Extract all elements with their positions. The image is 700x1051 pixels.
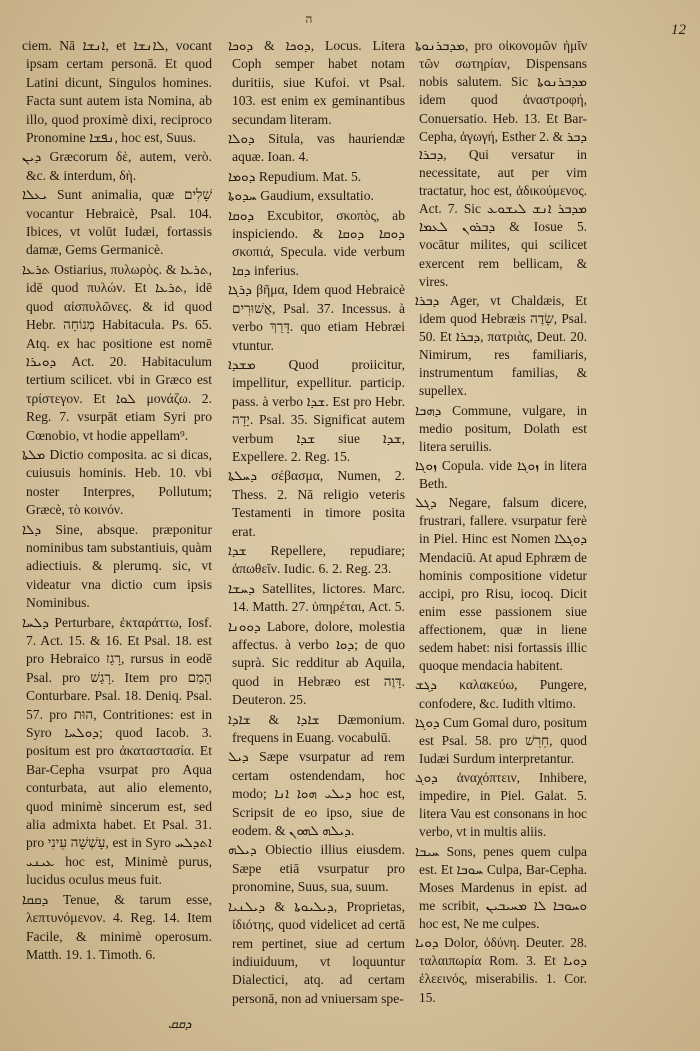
dictionary-entry: ܕܠܐ Sine, absque. præponitur nominibus tam substantiuis, quàm adiectiuis. & plerumq. sic, vt videatur vna dictio cum ipsis Nominibus. (22, 521, 212, 611)
middle-column (228, 37, 405, 1009)
dictionary-entry: ܬܪܥܐ Ostiarius, πυλωρὸς. & ܬܪܥܐ, idē quod πυλών. Et ܬܪܥܐ, idē quod αἰσπυλῶνες. & id quod Hebr. מְנוֹחָה Habitacula. Ps. 65. Atq. ex hac positione est nomē ܕܘܝܪܐ Act. 20. Habitaculum tertium scilicet. vbi in Græco est τρίστεγον. Et ܠܘܐ μονάζω. 2. Reg. 7. vsurpāt etiam Syri pro Cœnobio, vt hodie appellam⁹. (22, 261, 212, 443)
dictionary-entry: ܕܓܠ Negare, falsum dicere, frustrari, fallere. vsurpatur ferè in Piel. Hinc est Nomen ܕܘܓܠܐ Mendaciū. At apud Ephræm de hominis compositione videtur accipi, pro Risu, iocoq. Dicit enim esse passionem siue affectionem, quæ in liene sedem habet: nisi fortassis illic quoque mendacia habitent. (415, 495, 587, 674)
dictionary-entry: ܙܘܓܐ Copula. vide ܙܘܓܐ in litera Beth. (415, 457, 587, 491)
dictionary-entry: ܕܘܓ ἀναχόπτειν, Inhibere, impedire, in Piel. Galat. 5. litera Vau est consonans in hoc verbo, vt in multis aliis. (415, 770, 587, 840)
right-column (415, 37, 587, 1008)
dictionary-entry: ܕܘܘܢܐ Labore, dolore, molestia affectus. à verbo ܕܘܐ; de quo suprà. Sic redditur ab Aquila, quod in Hebræo est דָּוֶה. Deuteron. 25. (228, 618, 406, 708)
dictionary-entry: ܚܕܘܬܐ Gaudium, exsultatio. (228, 188, 374, 204)
dictionary-entry: ܕܪܓܐ βῆμα, Idem quod Hebraicè אֲשׁוּרִים, Psal. 37. Incessus. à verbo דָּרַךְ. quo etiam Hebræi vtuntur. (228, 282, 405, 353)
dictionary-entry: ܕܓܫ καλακεύω, Pungere, confodere, &c. Iudith vltimo. (415, 677, 587, 711)
dictionary-entry: ܕܝܠܝܘܬܐ & ܕܝܠܢܝܐ, Proprietas, ἰδιότης, quod videlicet ad certā rem pertinet, siue ad certum indiuiduum, vt loquuntur Dialectici, atq. ad certam personā, non ad vniuersam spe- (228, 898, 405, 1006)
dictionary-entry: ܕܚܫܐ Satellites, lictores. Marc. 14. Matth. 27. ὑπηρέται, Act. 5. (228, 580, 405, 615)
catchword: ܕܩܩ (168, 1016, 192, 1031)
dictionary-entry: ܕܒܪܐ Ager, vt Chaldæis, Et idem quod Hebræis שָׂדֶה, Psal. 50. Et ܕܒܪܐ, πατριὰς, Deut. 20. Nimirum, res familiaris, instrumentum familias, & supellex. (415, 292, 587, 399)
dictionary-entry: ܫܕܐ Repellere, repudiare; ἀπωθεῖν. Iudic. 6. 2. Reg. 23. (228, 542, 405, 577)
dictionary-entry: ܕܘܩܐ Excubitor, σκοπὸς, ab inspiciendo. & ܕܘܩܐ ܕܘܩܐ σκοπιά, Specula. vide verbum ܕܩܐ inferius. (228, 207, 405, 278)
running-header-letter: ה (305, 12, 313, 26)
dictionary-entry: ܕܝܢ Græcorum δὲ, autem, verò. &c. & interdum, δὴ. (22, 149, 212, 183)
dictionary-entry: ܡܕܒܪܢܘܬܐ, pro οἰκονομῶν ἡμῖν τῶν σωτηρίαν, Dispensans nobis salutem. Sic ܡܕܒܪܢܘܬܐ idem quod ἀναστροφή, Conuersatio. Heb. 13. Et Bar-Cepha, ἀγωγή, Esther 2. & ܕܒܪ ܕܒܪܐ, Qui versatur in necessitate, aut per vim tractatur, hoc est, ἀδικούμενος. Act. 7. Sic ܡܕܒܪ ܐܢܫ ܠܝܫܘܥ & ܕܒܪܘܢ ܠܥܡܐ Iosue 5. vocātur milites, qui scilicet exercent rem bellicam, & vires. (415, 38, 588, 289)
dictionary-entry: ܫܐܕܐ & ܫܐܕܐ Dæmonium. frequens in Euang. vocabulū. (228, 711, 405, 746)
dictionary-entry: ܕܝܠܗ Obiectio illius eiusdem. Sæpe etiā vsurpatur pro pronomine, Suus, sua, suum. (228, 842, 405, 895)
dictionary-entry: ܝܥܠܐ Sunt animalia, quæ שָׁלִים vocantur Hebraicè, Psal. 104. Ibices, vt volūt Iudæi, fortassis damæ, Gems Germanicè. (22, 187, 212, 258)
dictionary-entry: ciem. Nā ܐܢܫܐ, et ܠܐܢܫܐ, vocant ipsam certam personā. Et quod Latini dicunt, Singulos homines. Facta sunt autem ista Nomina, ab illo, quod proximè dixi, reciproco Pronomine ܢܦܫܐ, hoc est, Suus. (22, 38, 212, 146)
dictionary-entry: ܕܚܠܬܐ σέβασμα, Numen, 2. Thess. 2. Nā religio veteris Testamenti in timore posita erat. (228, 468, 405, 539)
dictionary-entry: ܕܝܠ Sæpe vsurpatur ad rem certam ostendendam, hoc modo; ܕܝܠܝ ܗܘܐ ܐܢܐ hoc est, Scripsit de eo ipso, siue de eodem. & ܕܝܠܗ ܠܗܘܢ. (228, 749, 405, 839)
dictionary-entry: ܕܠܚܐ Perturbare, ἐκταράττω, Iosf. 7. Act. 15. & 16. Et Psal. 18. est pro Hebraico רָגַז, rursus in eodē Psal. pro רָגַשׁ. Item pro הָמַם Conturbare. Psal. 18. Deniq. Psal. 57. pro הוּת, Contritiones: est in Syro ܕܘܠܚܐ; quod Iacob. 3. positum est pro ἀκαταστασία. Et Bar-Cepha vsurpat pro Aqua conturbata, aut alio elemento, quod minimè sincerum est, sed alia admixta habet. Et Psal. 31. pro עָשְׁשָׁה עֵינִי, est in Syro ܐܬܕܠܚ ܥܝܢܝ hoc est, Minimè purus, lucidus oculus meus fuit. (22, 614, 212, 888)
left-column (22, 37, 212, 965)
dictionary-entry: ܕܘܓܐ Cum Gomal duro, positum est Psal. 58. pro חֵרֵשׁ, quod Iudæi Surdum interpretantur. (415, 714, 587, 766)
dictionary-entry: ܕܘܟܐ & ܕܘܟܐ, Locus. Litera Coph semper habet notam duritiis, siue Kufoi. vt Psal. 103. est enim ex geminantibus secundam literam. (228, 38, 405, 127)
dictionary-entry: ܚܝܒܐ Sons, penes quem culpa est. Et ܚܘܒܐ Culpa, Bar-Cepha. Moses Mardenus in epist. ad me scribit, ܘܚܘܒܐ ܠܐ ܡܚܝܒܝܢ hoc est, Ne me culpes. (415, 843, 587, 931)
dictionary-entry: ܕܘܝܐ Dolor, ὀδύνη. Deuter. 28. ταλαιπωρία Rom. 3. Et ܕܘܝܐ ἐλεεινός, miserabilis. 1. Cor. 15. (415, 935, 587, 1005)
dictionary-entry: ܕܗܒܐ Commune, vulgare, in medio positum, Dolath est litera seruilis. (415, 402, 587, 454)
page-number: 12 (671, 22, 686, 38)
dictionary-entry: ܕܩܩܐ Tenue, & tarum esse, λεπτυνόμενον. 4. Reg. 14. Item Facile, & minimè operosum. Matth. 19. 1. Timoth. 6. (22, 891, 212, 962)
dictionary-entry: ܕܘܡܐ Repudium. Mat. 5. (228, 168, 362, 184)
dictionary-entry: ܡܫܕܐ Quod proiicitur, impellitur, expellitur. particip. pass. à verbo ܫܕܐ. Est pro Hebr. יָדָה. Psal. 35. Significat autem verbum ܫܕܐ siue ܫܕܐ, Expellere. 2. Reg. 15. (228, 356, 405, 464)
dictionary-entry: ܡܠܬܐ Dictio composita. ac si dicas, cuiusuis hominis. Heb. 10. vbi noster Interpres, Pollutum; Græcè, τὸ κοινόν. (22, 446, 212, 518)
dictionary-entry: ܕܘܠܐ Situla, vas hauriendæ aquæ. Ioan. 4. (228, 131, 405, 165)
